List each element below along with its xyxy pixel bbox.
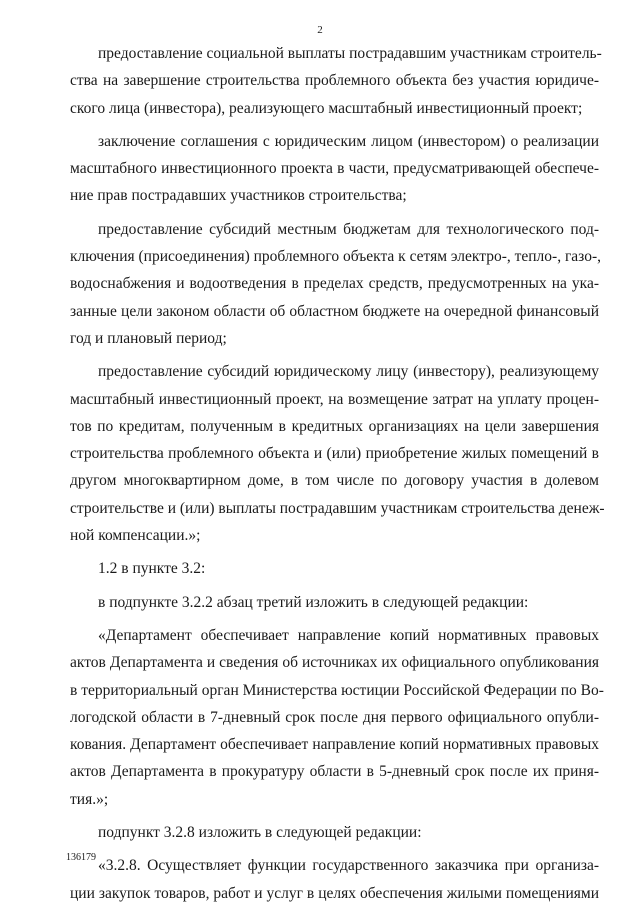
text-line: предоставление субсидий местным бюджетам для технологического под- <box>98 220 599 238</box>
text-line: год и плановый период; <box>70 329 227 347</box>
text-line: заключение соглашения с юридическим лицом (инвестором) о реализации <box>98 132 599 150</box>
text-line: в подпункте 3.2.2 абзац третий изложить в следующей редакции: <box>98 593 529 611</box>
text-line: масштабный инвестиционный проект, на возмещение затрат на уплату процен- <box>70 390 599 408</box>
text-line: занные цели законом области об областном бюджете на очередной финансовый <box>70 302 599 320</box>
text-line: масштабного инвестиционного проекта в части, предусматривающей обеспече- <box>70 160 599 178</box>
document-code: 136179 <box>66 852 96 863</box>
text-line: подпункт 3.2.8 изложить в следующей редакции: <box>98 824 422 842</box>
text-line: логодской области в 7-дневный срок после дня первого официального опубли- <box>70 708 599 726</box>
text-line: строительства проблемного объекта и (или) приобретение жилых помещений в <box>70 445 599 463</box>
text-line: тов по кредитам, полученным в кредитных организациях на цели завершения <box>70 417 599 435</box>
text-line: предоставление субсидий юридическому лицу (инвестору), реализующему <box>98 363 599 381</box>
text-line: ключения (присоединения) проблемного объекта к сетям электро-, тепло-, газо-, <box>70 248 602 266</box>
text-line: предоставление социальной выплаты пострадавшим участникам строитель- <box>98 45 602 62</box>
text-line: актов Департамента в прокуратуру области в 5-дневный срок после их приня- <box>70 763 599 781</box>
page-number: 2 <box>317 24 323 36</box>
text-line: 1.2 в пункте 3.2: <box>98 560 206 578</box>
text-line: ского лица (инвестора), реализующего масштабный инвестиционный проект; <box>70 99 583 117</box>
text-line: «3.2.8. Осуществляет функции государственного заказчика при организа- <box>98 857 599 875</box>
text-line: водоснабжения и водоотведения в пределах средств, предусмотренных на ука- <box>70 275 599 293</box>
text-line: ства на завершение строительства проблемного объекта без участия юридиче- <box>70 72 599 90</box>
text-line: «Департамент обеспечивает направление копий нормативных правовых <box>98 626 599 644</box>
text-line: ние прав пострадавших участников строительства; <box>70 187 407 205</box>
text-line: строительстве и (или) выплаты пострадавшим участникам строительства денеж- <box>70 499 605 517</box>
text-line: ной компенсации.»; <box>70 527 201 545</box>
text-line: актов Департамента и сведения об источниках их официального опубликования <box>70 654 599 672</box>
text-line: другом многоквартирном доме, в том числе по договору участия в долевом <box>70 472 599 490</box>
text-line: ции закупок товаров, работ и услуг в целях обеспечения жилыми помещениями <box>70 884 599 902</box>
document-body <box>70 40 605 907</box>
text-line: в территориальный орган Министерства юстиции Российской Федерации по Во- <box>70 681 604 699</box>
text-line: тия.»; <box>70 790 109 808</box>
text-line: кования. Департамент обеспечивает направление копий нормативных правовых <box>70 736 599 754</box>
